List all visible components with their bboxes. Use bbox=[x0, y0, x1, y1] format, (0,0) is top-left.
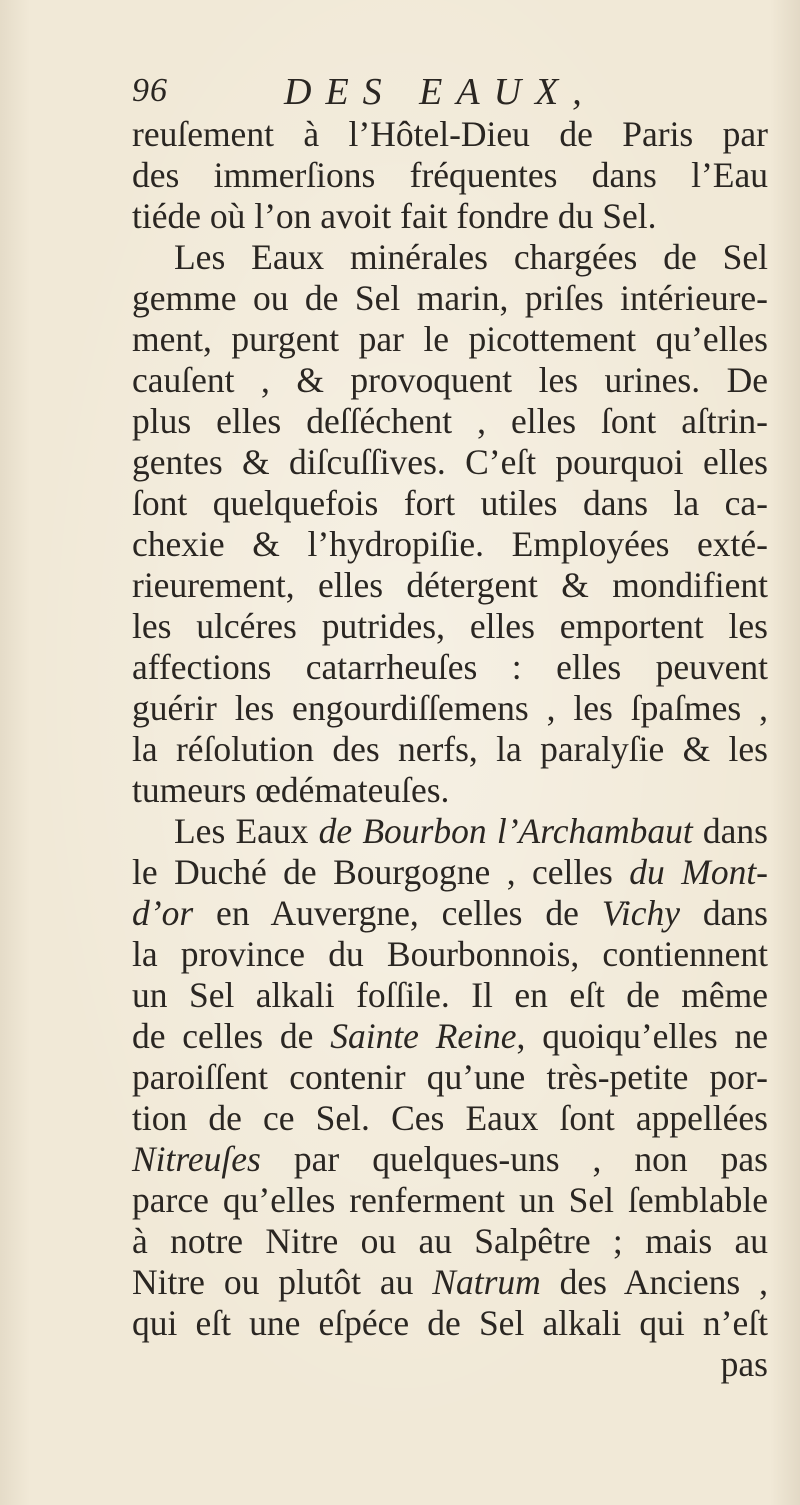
text-run: par quelques-uns , non pas bbox=[260, 1139, 768, 1179]
text-line: des immerſions fréquentes dans l’Eau bbox=[132, 155, 768, 195]
text-line: la réſolution des nerfs, la paralyſie & les bbox=[132, 729, 768, 769]
text-line: Les Eaux minérales chargées de Sel bbox=[174, 237, 768, 277]
running-head: DES EAUX, bbox=[284, 71, 596, 113]
place-name: de Bourbon l’Archambaut bbox=[318, 811, 693, 851]
text-line: qui eſt une eſpéce de Sel alkali qui n’eſt bbox=[132, 1303, 768, 1343]
text-run: dans bbox=[680, 893, 768, 933]
text-line: un Sel alkali foſſile. Il en eſt de même bbox=[132, 975, 768, 1015]
catchword: pas bbox=[720, 1344, 768, 1384]
text-line: rieurement, elles détergent & mondifient bbox=[132, 565, 768, 605]
paragraph-block bbox=[132, 114, 768, 811]
place-name: d’or bbox=[132, 893, 194, 933]
page-number: 96 bbox=[132, 72, 168, 109]
page-header bbox=[132, 70, 732, 114]
text-line: tion de ce Sel. Ces Eaux ſont appellées bbox=[132, 1098, 768, 1138]
text-run: Nitre ou plutôt au bbox=[132, 1262, 433, 1302]
text-run: , quoiqu’elles ne bbox=[516, 1016, 769, 1056]
text-line: tumeurs œdémateuſes. bbox=[132, 770, 450, 810]
text-run: de celles de bbox=[132, 1016, 331, 1056]
text-run: le Duché de Bourgogne , celles bbox=[132, 852, 630, 892]
text-line bbox=[132, 893, 768, 934]
text-run: dans bbox=[692, 811, 768, 851]
text-line: affections catarrheuſes : elles peuvent bbox=[132, 647, 768, 687]
text-run: en Auvergne, celles de bbox=[193, 893, 602, 933]
text-line: chexie & l’hydropiſie. Employées exté- bbox=[132, 524, 768, 564]
text-line: paroiſſent contenir qu’une très-petite por- bbox=[132, 1057, 768, 1097]
text-line: à notre Nitre ou au Salpêtre ; mais au bbox=[132, 1221, 768, 1261]
place-name: Sainte Reine bbox=[330, 1016, 517, 1056]
text-line: cauſent , & provoquent les urines. De bbox=[132, 360, 768, 400]
place-name: Vichy bbox=[601, 893, 680, 933]
text-line: gemme ou de Sel marin, priſes intérieure- bbox=[132, 278, 768, 318]
text-line: gentes & diſcuſſives. C’eſt pourquoi elles bbox=[132, 442, 768, 482]
text-line: ſont quelquefois fort utiles dans la ca- bbox=[132, 483, 768, 523]
text-line bbox=[132, 1016, 768, 1057]
text-line bbox=[132, 811, 768, 852]
text-line bbox=[132, 852, 768, 893]
term: Nitreuſes bbox=[132, 1139, 261, 1179]
body-text bbox=[132, 114, 768, 1385]
text-run: Les Eaux bbox=[174, 811, 319, 851]
text-line: la province du Bourbonnois, contiennent bbox=[132, 934, 768, 974]
term: Natrum bbox=[432, 1262, 541, 1302]
text-line: les ulcéres putrides, elles emportent les bbox=[132, 606, 768, 646]
text-line: tiéde où l’on avoit fait fondre du Sel. bbox=[132, 196, 657, 236]
text-line bbox=[132, 1139, 768, 1180]
place-name: du Mont- bbox=[629, 852, 769, 892]
text-line: ment, purgent par le picottement qu’elles bbox=[132, 319, 768, 359]
text-line: reuſement à l’Hôtel-Dieu de Paris par bbox=[132, 114, 768, 154]
text-line: guérir les engourdiſſemens , les ſpaſmes , bbox=[132, 688, 768, 728]
text-line bbox=[132, 1262, 768, 1303]
text-run: des Anciens , bbox=[540, 1262, 768, 1302]
text-line: plus elles deſſéchent , elles ſont aſtrin- bbox=[132, 401, 768, 441]
text-line: parce qu’elles renferment un Sel ſemblable bbox=[132, 1180, 768, 1220]
